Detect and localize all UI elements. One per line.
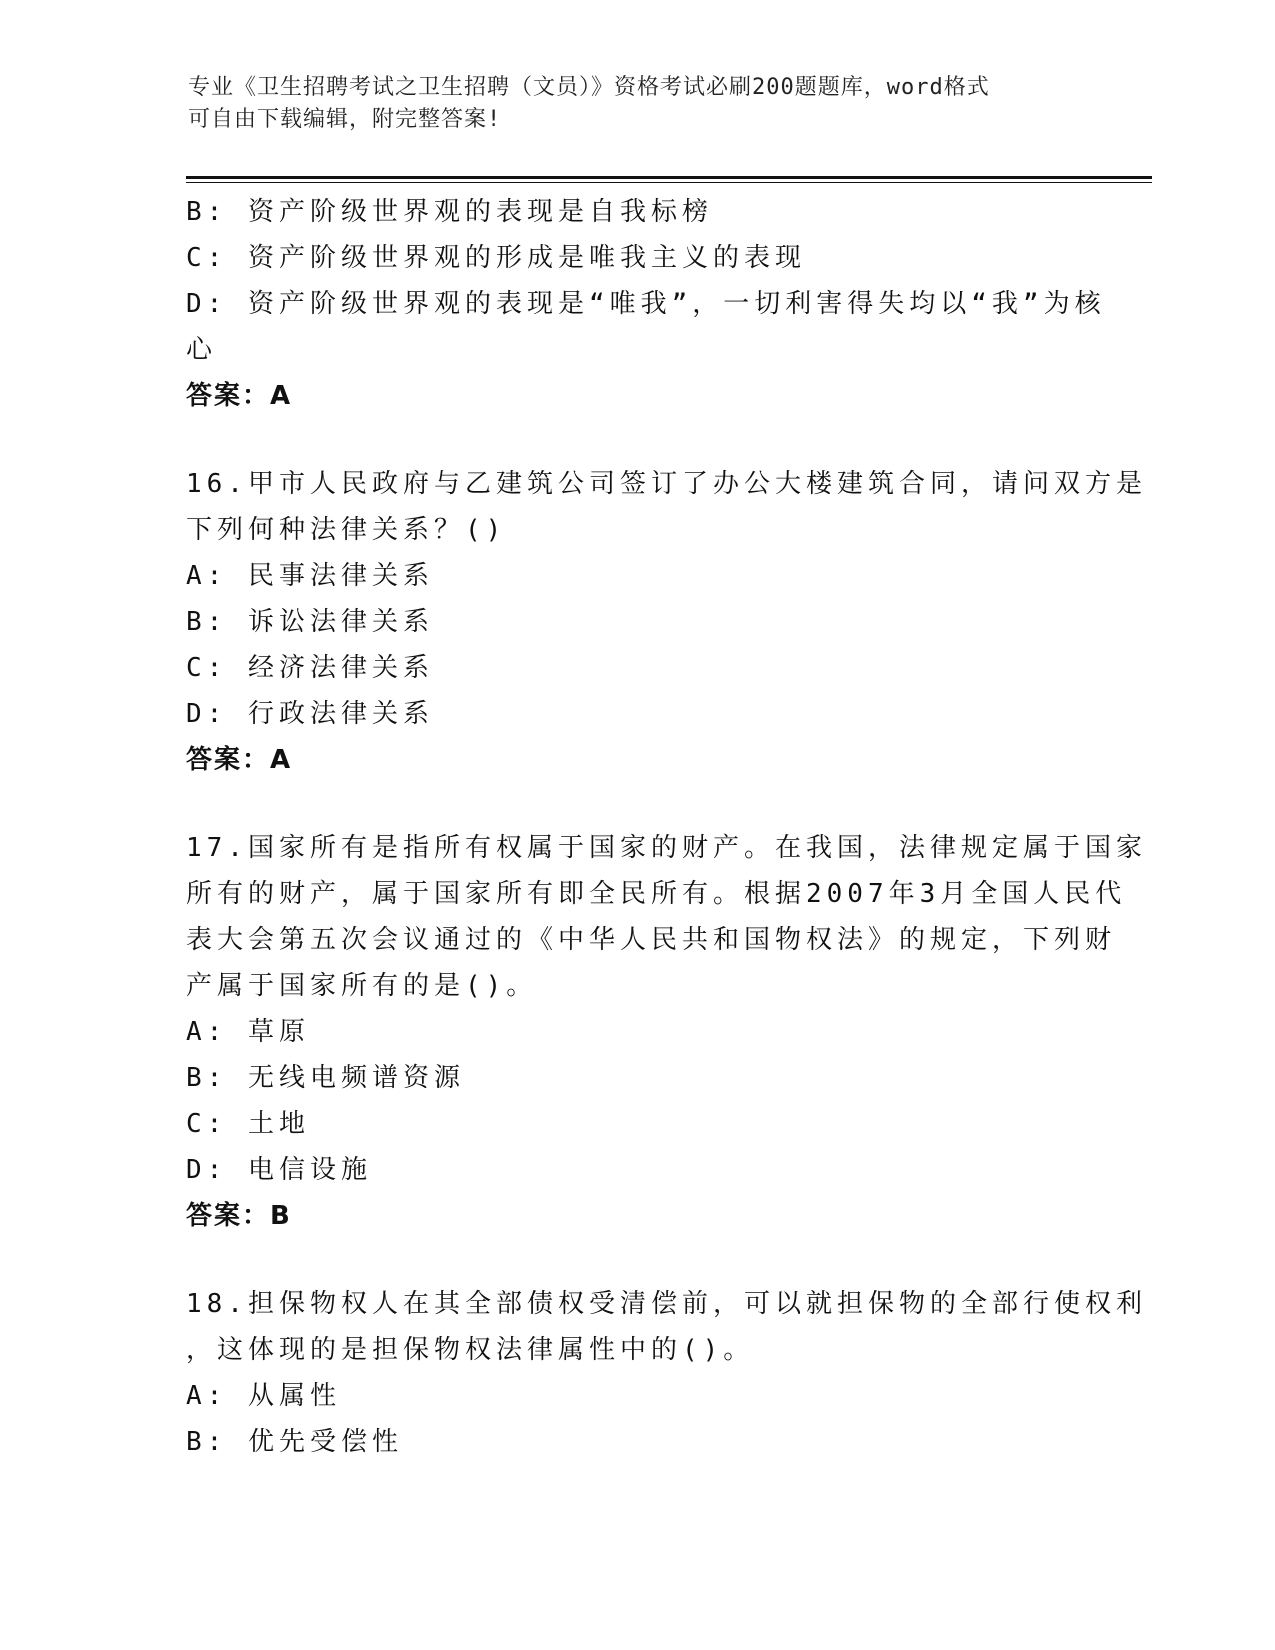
question-17 [186,825,1147,1239]
option-d: D: 行政法律关系 [186,699,434,729]
header-line-2: 可自由下载编辑，附完整答案! [188,107,502,132]
spacer [186,1239,1076,1281]
option-b: B: 无线电频谱资源 [186,1063,465,1093]
question-list [186,189,1147,1465]
question-18 [186,1281,1147,1465]
option-a: A: 民事法律关系 [186,561,434,591]
question-stem-line: 产属于国家所有的是()。 [186,971,538,1001]
option-c: C: 资产阶级世界观的形成是唯我主义的表现 [186,243,806,273]
question-15-continued [186,189,1106,419]
question-stem-line: 所有的财产，属于国家所有即全民所有。根据2007年3月全国人民代 [186,879,1127,909]
question-stem-line: 16.甲市人民政府与乙建筑公司签订了办公大楼建筑合同，请问双方是 [186,469,1147,499]
answer-line: 答案：A [186,381,293,411]
option-b: B: 资产阶级世界观的表现是自我标榜 [186,197,713,227]
option-b: B: 优先受偿性 [186,1427,403,1457]
question-16 [186,461,1147,783]
question-stem-line: 表大会第五次会议通过的《中华人民共和国物权法》的规定，下列财 [186,925,1117,955]
option-d-continuation: 心 [186,335,218,365]
header-rule-thin [186,182,1152,183]
question-stem-line: 17.国家所有是指所有权属于国家的财产。在我国，法律规定属于国家 [186,833,1147,863]
answer-line: 答案：A [186,745,293,775]
document-header [188,72,1068,136]
header-line-1: 专业《卫生招聘考试之卫生招聘（文员）》资格考试必刷200题题库，word格式 [188,75,990,100]
option-d: D: 电信设施 [186,1155,372,1185]
header-rule-thick [186,176,1152,179]
option-a: A: 从属性 [186,1381,341,1411]
question-stem-line: ，这体现的是担保物权法律属性中的()。 [186,1335,755,1365]
question-stem-line: 下列何种法律关系？() [186,515,507,545]
option-a: A: 草原 [186,1017,310,1047]
question-stem-line: 18.担保物权人在其全部债权受清偿前，可以就担保物的全部行使权利 [186,1289,1147,1319]
spacer [186,783,1076,825]
answer-line: 答案：B [186,1201,292,1231]
option-c: C: 土地 [186,1109,310,1139]
spacer [186,419,1076,461]
option-b: B: 诉讼法律关系 [186,607,434,637]
option-d: D: 资产阶级世界观的表现是“唯我”，一切利害得失均以“我”为核 [186,289,1106,319]
option-c: C: 经济法律关系 [186,653,434,683]
